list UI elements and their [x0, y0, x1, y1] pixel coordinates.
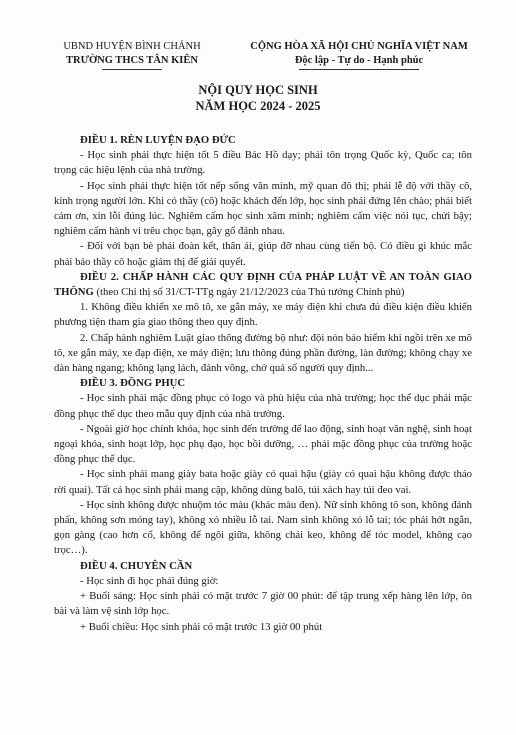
article-2-title: ĐIỀU 2. CHẤP HÀNH CÁC QUY ĐỊNH CỦA PHÁP LUẬT VỀ AN TOÀN GIAO THÔNG [54, 270, 472, 299]
national-motto: Độc lập - Tự do - Hạnh phúc [294, 55, 424, 66]
district-name: UBND HUYỆN BÌNH CHÁNH [63, 41, 201, 52]
nation-name: CỘNG HÒA XÃ HỘI CHỦ NGHĨA VIỆT NAM [250, 41, 468, 52]
org-underline [102, 69, 162, 70]
article-4-para-3: + Buổi chiều: Học sinh phải có mặt trước 13 giờ 00 phút [80, 620, 323, 633]
motto-underline [299, 69, 419, 70]
article-1-para-2: - Học sinh phải thực hiện tốt nếp sống văn minh, mỹ quan đô thị; phải lễ độ với thầy cô, kính trọng người lớn. Khi có thầy (cô) hoặc khách đến lớp, học sinh phải đứng lên chào; phải biết cám ơn, xin lỗi đúng lúc. Nghiêm cấm học sinh xăm mình; nghiêm cấm việc nói tục, chửi bậy; nghiêm cấm hành vi trêu chọc bạn, gây gổ đánh nhau. [54, 179, 472, 238]
article-4-para-1: - Học sinh đi học phải đúng giờ: [80, 574, 219, 587]
article-3-para-2: - Ngoài giờ học chính khóa, học sinh đến trường để lao động, sinh hoạt văn nghệ, sinh hoạt ngoại khóa, sinh hoạt lớp, học phụ đạo, học bồi dưỡng, … phải mặc đồng phục của trường hoặc đồng phục thể dục. [54, 422, 472, 466]
document-body [54, 133, 472, 635]
document-title: NỘI QUY HỌC SINH [198, 83, 318, 97]
article-1-para-1: - Học sinh phải thực hiện tốt 5 điều Bác Hồ dạy; phải tôn trọng Quốc kỳ, Quốc ca; tôn trọng các hiệu lệnh của nhà trường. [54, 149, 472, 177]
article-4-heading: ĐIỀU 4. CHUYÊN CẦN [80, 559, 193, 572]
article-2-para-2: 2. Chấp hành nghiêm Luật giao thông đường bộ như: đội nón bảo hiểm khi ngồi trên xe mô tô, xe gắn máy, xe đạp điện, xe máy điện; lưu thông đúng phần đường, làn đường; không chạy xe dàn hàng ngang; không lạng lách, đánh võng, chở quá số người quy định... [54, 331, 472, 375]
article-1-para-3: - Đối với bạn bè phải đoàn kết, thân ái, giúp đỡ nhau cùng tiến bộ. Có điều gì khúc mắc phải báo thầy cô hoặc giám thị để giải quyết. [54, 240, 472, 268]
article-3-para-4: - Học sinh không được nhuộm tóc màu (khác màu đen). Nữ sinh không tô son, không đánh phấn, không sơn móng tay), không xỏ nhiều lỗ tai. Nam sinh không xỏ lỗ tai; tóc phải hớt ngắn, gọn gàng (cao hơn cổ, không để ngôi giữa, không chải keo, không để tóc model, không cạo trọc…). [54, 498, 472, 557]
school-name: TRƯỜNG THCS TÂN KIÊN [66, 55, 198, 66]
article-2-para-1: 1. Không điều khiển xe mô tô, xe gắn máy, xe máy điện khi chưa đủ điều kiện điều khiển phương tiện tham gia giao thông theo quy định. [54, 301, 472, 329]
article-2-heading [54, 270, 472, 300]
article-4-para-2: + Buổi sáng: Học sinh phải có mặt trước 7 giờ 00 phút: để tập trung xếp hàng lên lớp, ôn bài và làm vệ sinh lớp học. [54, 590, 472, 618]
article-3-heading: ĐIỀU 3. ĐỒNG PHỤC [80, 377, 186, 390]
article-3-para-1: - Học sinh phải mặc đồng phục có logo và phù hiệu của nhà trường; học thể dục phải mặc đồng phục thể dục theo mẫu quy định của nhà trường. [54, 392, 472, 420]
article-3-para-3: - Học sinh phải mang giày bata hoặc giày có quai hậu (giày có quai hậu không được tháo rời quai). Tất cả học sinh phải mang cặp, không dùng balô, túi xách hay túi đeo vai. [54, 468, 472, 496]
issuing-organization [52, 40, 212, 70]
article-1-heading: ĐIỀU 1. RÈN LUYỆN ĐẠO ĐỨC [80, 134, 236, 146]
national-header [228, 40, 490, 70]
school-year: NĂM HỌC 2024 - 2025 [195, 99, 321, 113]
article-2-note: (theo Chỉ thị số 31/CT-TTg ngày 21/12/2023 của Thủ tướng Chính phủ) [96, 286, 405, 299]
